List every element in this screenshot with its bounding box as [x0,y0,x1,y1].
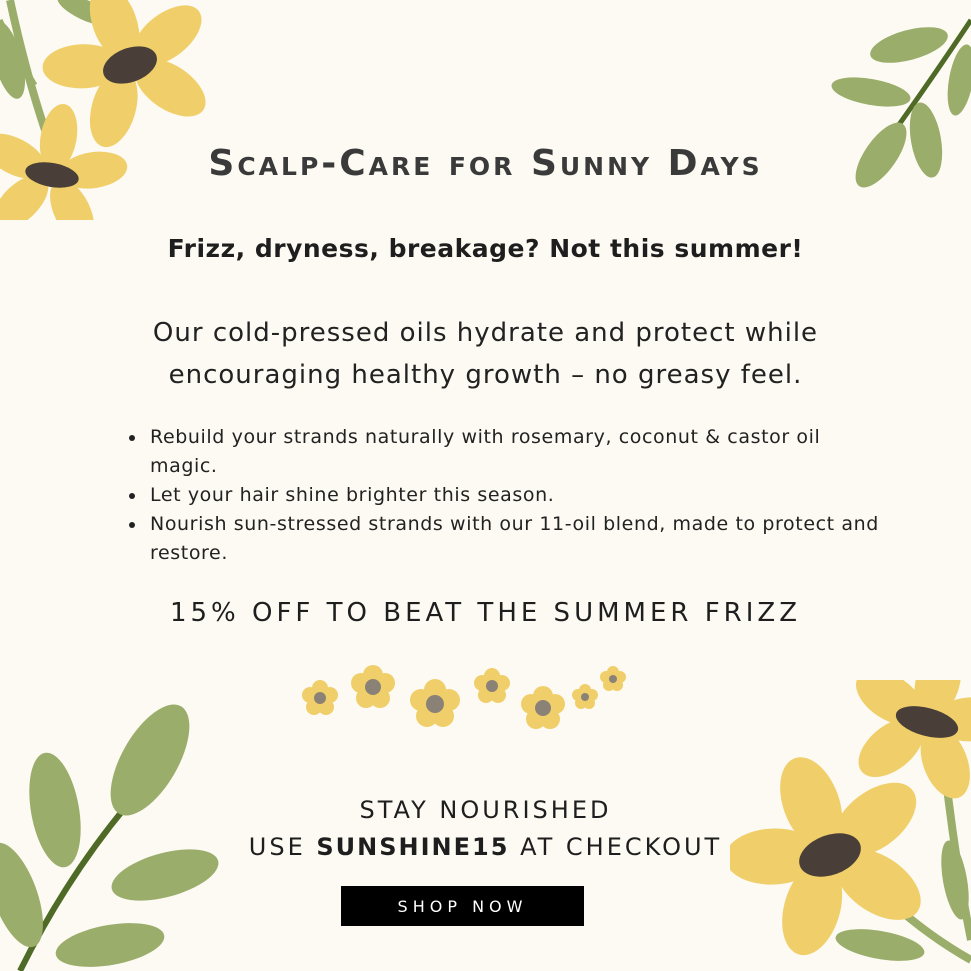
code-prefix: USE [248,833,306,861]
sunflower-cluster-top-left [0,0,230,220]
small-daisy-icon [521,686,565,729]
page-title: Scalp-Care for Sunny Days [208,143,763,184]
code-suffix: AT CHECKOUT [520,833,723,861]
small-daisy-icon [302,680,338,715]
body-line: Our cold-pressed oils hydrate and protect while [152,318,819,348]
list-item: Let your hair shine brighter this season. [124,481,884,510]
body-line: encouraging healthy growth – no greasy feel. [168,360,803,390]
promo-code: SUNSHINE15 [316,833,510,861]
shop-now-button[interactable]: SHOP NOW [341,886,584,926]
small-daisy-icon [600,666,626,691]
small-daisy-icon [474,668,510,703]
list-item: Nourish sun-stressed strands with our 11-oil blend, made to protect and restore. [124,510,884,568]
daisy-row [298,660,630,740]
subtitle: Frizz, dryness, breakage? Not this summer! [167,234,804,263]
small-daisy-icon [351,665,395,708]
sunflower-cluster-bottom-right [730,680,971,971]
benefit-list [124,423,884,568]
body-copy [90,312,881,396]
offer-text: 15% OFF TO BEAT THE SUMMER FRIZZ [169,598,802,628]
list-item: Rebuild your strands naturally with rosemary, coconut & castor oil magic. [124,423,884,481]
small-daisy-icon [410,679,460,727]
promo-code-line [0,833,971,861]
stay-nourished-text: STAY NOURISHED [359,796,612,824]
small-daisy-icon [572,684,598,709]
